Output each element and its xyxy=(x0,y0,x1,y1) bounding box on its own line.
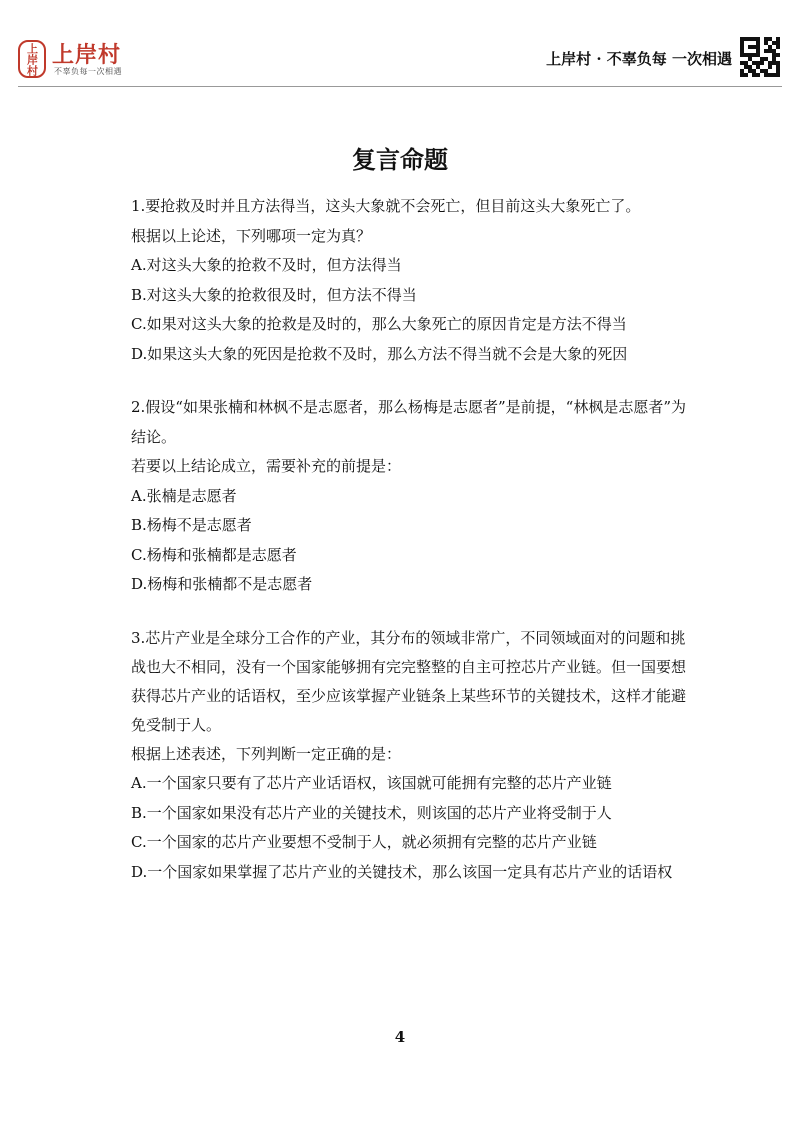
logo-seal-text: 上岸村 xyxy=(25,42,39,76)
brand-slogan: 不辜负每一次相遇 xyxy=(54,67,122,76)
option-b: B.对这头大象的抢救很及时，但方法不得当 xyxy=(131,285,417,304)
question-stem: 1.要抢救及时并且方法得当，这头大象就不会死亡，但目前这头大象死亡了。 xyxy=(131,197,641,215)
page-title: 复言命题 xyxy=(352,146,448,174)
header-slogan: 上岸村 · 不辜负每 一次相遇 xyxy=(546,50,732,68)
qr-code-icon xyxy=(740,37,780,77)
question-2 xyxy=(131,393,691,600)
question-stem: 3.芯片产业是全球分工合作的产业，其分布的领域非常广，不同领域面对的问题和挑战也大不相同，没有一个国家能够拥有完完整整的自主可控芯片产业链。但一国要想获得芯片产业的话语权，至少应该掌握产业链条上某些环节的关键技术，这样才能避免受制于人。 xyxy=(131,628,687,734)
option-b: B.杨梅不是志愿者 xyxy=(131,516,252,534)
option-c: C.如果对这头大象的抢救是及时的，那么大象死亡的原因肯定是方法不得当 xyxy=(131,315,627,333)
option-d: D.杨梅和张楠都不是志愿者 xyxy=(131,575,313,593)
question-prompt: 若要以上结论成立，需要补充的前提是： xyxy=(131,457,402,475)
option-a: A.对这头大象的抢救不及时，但方法得当 xyxy=(131,256,402,274)
option-d: D.一个国家如果掌握了芯片产业的关键技术，那么该国一定具有芯片产业的话语权 xyxy=(131,862,673,881)
question-3 xyxy=(131,624,691,888)
logo-seal xyxy=(18,40,46,78)
option-a: A.张楠是志愿者 xyxy=(131,486,237,505)
page-header xyxy=(0,0,800,100)
brand-logo-text: 上岸村 xyxy=(52,43,122,68)
option-c: C.杨梅和张楠都是志愿者 xyxy=(131,545,297,564)
page-number: 4 xyxy=(394,1028,406,1046)
question-prompt: 根据以上论述，下列哪项一定为真？ xyxy=(131,226,372,245)
header-divider xyxy=(18,86,782,87)
question-prompt: 根据上述表述，下列判断一定正确的是： xyxy=(131,744,402,763)
option-d: D.如果这头大象的死因是抢救不及时，那么方法不得当就不会是大象的死因 xyxy=(131,344,628,363)
question-stem: 2.假设“如果张楠和林枫不是志愿者，那么杨梅是志愿者”是前提，“林枫是志愿者”为结论。 xyxy=(131,398,686,446)
option-a: A.一个国家只要有了芯片产业话语权，该国就可能拥有完整的芯片产业链 xyxy=(131,774,612,792)
question-list xyxy=(131,192,691,911)
option-b: B.一个国家如果没有芯片产业的关键技术，则该国的芯片产业将受制于人 xyxy=(131,803,612,822)
question-1 xyxy=(131,192,691,369)
option-c: C.一个国家的芯片产业要想不受制于人，就必须拥有完整的芯片产业链 xyxy=(131,833,597,851)
